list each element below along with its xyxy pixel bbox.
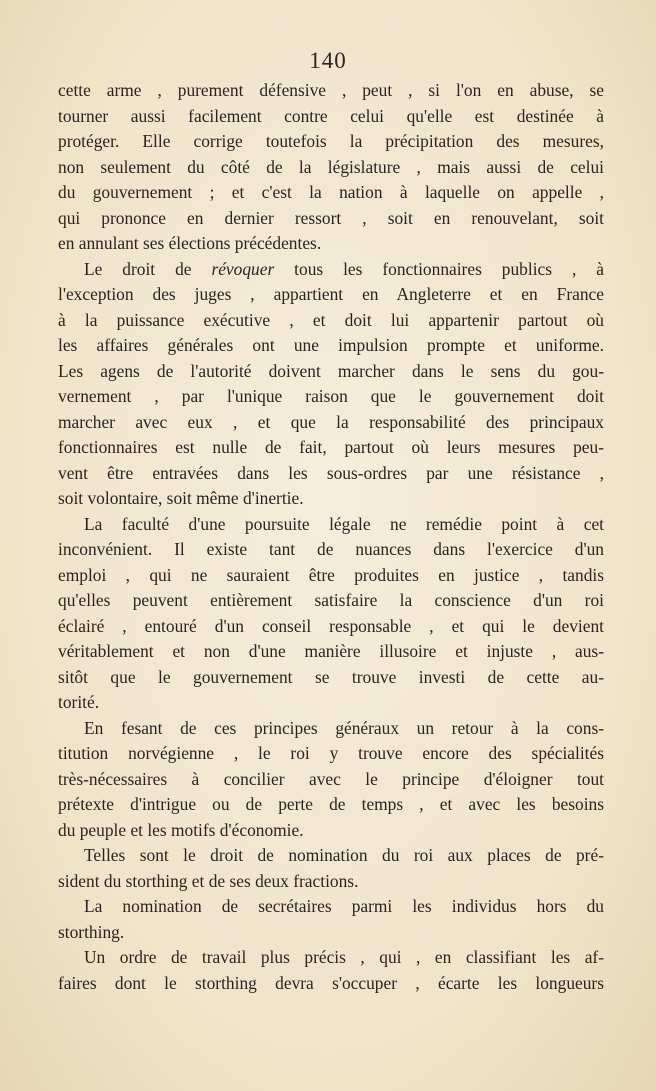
text-line: protéger. Elle corrige toutefois la précipitation des mesures, [58, 131, 604, 151]
text-line: titution norvégienne , le roi y trouve encore des spécialités [58, 743, 604, 763]
text-line: vernement , par l'unique raison que le gouvernement doit [58, 386, 604, 406]
text-line: en annulant ses élections précédentes. [58, 233, 322, 253]
text-line: tourner aussi facilement contre celui qu'elle est destinée à [58, 105, 604, 126]
text-line: storthing. [58, 921, 125, 942]
text-line: La nomination de secrétaires parmi les individus hors du [84, 896, 604, 916]
paragraph-3 [58, 512, 604, 716]
text-line: La faculté d'une poursuite légale ne remédie point à cet [84, 513, 604, 534]
text-line: emploi , qui ne sauraient être produites en justice , tandis [58, 564, 604, 585]
body-text [58, 78, 604, 996]
text-line: qui prononce en dernier ressort , soit en renouvelant, soit [58, 207, 604, 228]
paragraph-7 [58, 945, 604, 996]
text-line: faires dont le storthing devra s'occuper , écarte les longueurs [58, 972, 604, 993]
text-line: véritablement et non d'une manière illusoire et injuste , aus- [58, 641, 604, 661]
text-line: qu'elles peuvent entièrement satisfaire la conscience d'un roi [58, 590, 604, 610]
text-line: Telles sont le droit de nomination du roi aux places de pré- [84, 845, 604, 865]
paragraph-4 [58, 716, 604, 844]
paragraph-6 [58, 894, 604, 945]
text-line: du peuple et les motifs d'économie. [58, 819, 304, 840]
text-line: En fesant de ces principes généraux un retour à la cons- [84, 717, 604, 738]
paragraph-5 [58, 843, 604, 894]
text-line: à la puissance exécutive , et doit lui appartenir partout où [58, 309, 604, 330]
text-line: inconvénient. Il existe tant de nuances dans l'exercice d'un [58, 539, 604, 559]
text-line: vent être entravées dans les sous-ordres par une résistance , [58, 462, 604, 483]
text-line: fonctionnaires est nulle de fait, partout où leurs mesures peu- [58, 437, 604, 457]
text-line: torité. [58, 692, 100, 712]
text-line: Un ordre de travail plus précis , qui , en classifiant les af- [84, 947, 604, 967]
text-line: du gouvernement ; et c'est la nation à laquelle on appelle , [58, 182, 604, 202]
text-run: tous les fonctionnaires publics , à [274, 258, 604, 279]
paragraph-1 [58, 78, 604, 257]
text-run: Le droit de [84, 258, 212, 279]
text-line: l'exception des juges , appartient en Angleterre et en France [58, 284, 604, 304]
paragraph-2 [58, 257, 604, 512]
text-line: éclairé , entouré d'un conseil responsable , et qui le devient [58, 615, 604, 636]
page-number: 140 [309, 48, 347, 73]
text-line: sident du storthing et de ses deux fractions. [58, 870, 359, 891]
text-line: cette arme , purement défensive , peut , si l'on en abuse, se [58, 80, 604, 100]
text-line [58, 257, 604, 283]
text-line: marcher avec eux , et que la responsabilité des principaux [58, 411, 604, 432]
text-line: non seulement du côté de la législature , mais aussi de celui [58, 156, 604, 177]
text-line: sitôt que le gouvernement se trouve investi de cette au- [58, 666, 604, 687]
text-line: très-nécessaires à concilier avec le principe d'éloigner tout [58, 768, 604, 789]
text-line: soit volontaire, soit même d'inertie. [58, 488, 304, 508]
emphasis-word: révoquer [211, 258, 275, 279]
text-line: les affaires générales ont une impulsion prompte et uniforme. [58, 335, 604, 355]
text-line: prétexte d'intrigue ou de perte de temps , et avec les besoins [58, 794, 604, 814]
text-line: Les agens de l'autorité doivent marcher dans le sens du gou- [58, 360, 604, 381]
